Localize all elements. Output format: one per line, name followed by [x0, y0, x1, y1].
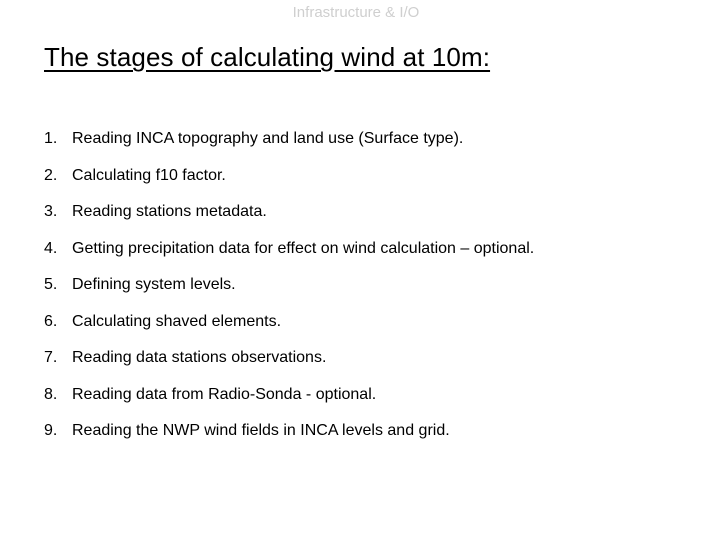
list-item: [44, 347, 534, 384]
slide-title: The stages of calculating wind at 10m:: [44, 42, 491, 72]
steps-list: [44, 128, 534, 457]
step-number: 4.: [44, 239, 58, 257]
step-text: Calculating f10 factor.: [72, 166, 226, 184]
step-text: Reading INCA topography and land use (Surface type).: [72, 130, 464, 147]
step-number: 5.: [44, 276, 58, 293]
list-item: [44, 384, 534, 421]
list-item: [44, 238, 534, 275]
step-text: Reading stations metadata.: [72, 203, 267, 220]
step-number: 7.: [44, 349, 58, 366]
step-text: Reading data stations observations.: [72, 349, 327, 366]
step-text: Getting precipitation data for effect on wind calculation – optional.: [72, 239, 535, 257]
step-text: Calculating shaved elements.: [72, 312, 282, 330]
step-number: 1.: [44, 130, 58, 147]
step-text: Reading the NWP wind fields in INCA levels and grid.: [72, 422, 450, 439]
list-item: [44, 165, 534, 202]
step-number: 2.: [44, 166, 58, 184]
step-number: 3.: [44, 203, 58, 220]
step-number: 9.: [44, 422, 58, 439]
list-item: [44, 420, 534, 457]
list-item: [44, 274, 534, 311]
step-number: 6.: [44, 312, 58, 330]
step-text: Reading data from Radio-Sonda - optional.: [72, 385, 377, 403]
step-text: Defining system levels.: [72, 276, 236, 293]
list-item: [44, 311, 534, 348]
list-item: [44, 128, 534, 165]
section-header-label: Infrastructure & I/O: [292, 4, 420, 21]
step-number: 8.: [44, 385, 58, 403]
list-item: [44, 201, 534, 238]
